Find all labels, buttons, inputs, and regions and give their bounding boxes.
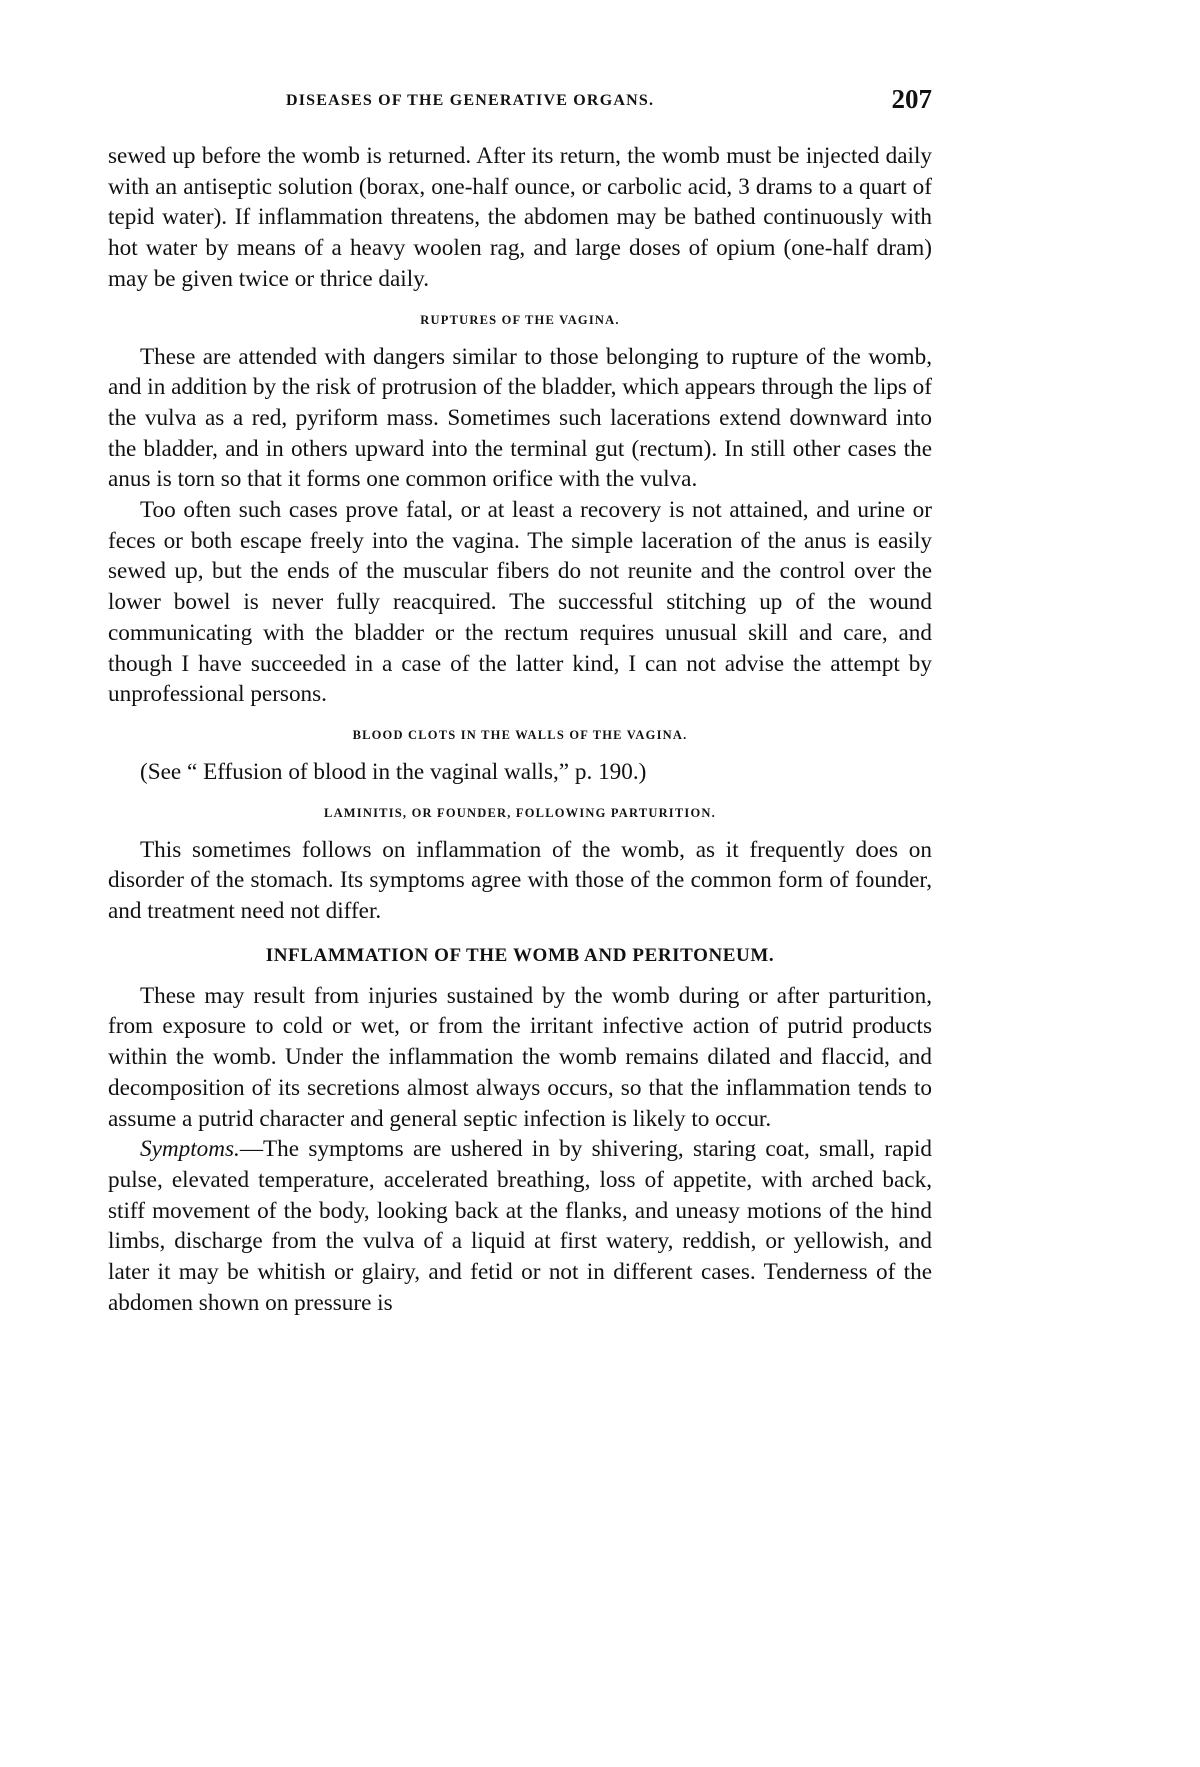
intro-paragraph: sewed up before the womb is returned. After its return, the womb must be injected daily with an antiseptic solution (borax, one-half ounce, or carbolic acid, 3 drams to a quart of tepid water). If inflammation threatens, the abdomen may be bathed continuously with hot water by means of a heavy woolen rag, and large doses of opium (one-half dram) may be given twice or thrice daily. <box>108 143 932 292</box>
section-heading-blood-clots: BLOOD CLOTS IN THE WALLS OF THE VAGINA. <box>352 727 688 742</box>
paragraph: Too often such cases prove fatal, or at least a recovery is not attained, and urine or feces or both escape freely into the vagina. The simple laceration of the anus is easily sewed up, but the ends of the muscular fibers do not reunite and the control over the lower bowel is never fully reacquired. The successful stitching up of the wound communicating with the bladder or the rectum requires unusual skill and care, and though I have succeeded in a case of the latter kind, I can not advise the attempt by unprofessional persons. <box>108 497 932 708</box>
cross-reference-note: (See “ Effusion of blood in the vaginal walls,” p. 190.) <box>140 758 647 785</box>
paragraph: These are attended with dangers similar to those belonging to rupture of the womb, and in addition by the risk of protrusion of the bladder, which appears through the lips of the vulva as a red, pyriform mass. Sometimes such lacerations extend downward into the bladder, and in others upward into the terminal gut (rectum). In still other cases the anus is torn so that it forms one common orifice with the vulva. <box>108 343 932 493</box>
paragraph: This sometimes follows on inflammation of the womb, as it frequently does on disorder of the stomach. Its symptoms agree with those of the common form of founder, and treatment need not differ. <box>108 836 932 925</box>
symptoms-paragraph <box>108 1134 932 1318</box>
section-heading-inflammation: INFLAMMATION OF THE WOMB AND PERITONEUM. <box>265 944 775 966</box>
running-head <box>108 84 932 118</box>
section-heading-ruptures: RUPTURES OF THE VAGINA. <box>420 312 620 327</box>
symptoms-label: Symptoms. <box>140 1136 240 1163</box>
running-title: DISEASES OF THE GENERATIVE ORGANS. <box>286 92 655 109</box>
symptoms-text: —The symptoms are ushered in by shivering, staring coat, small, rapid pulse, elevated temperature, accelerated breathing, loss of appetite, with arched back, stiff movement of the body, looking back at the flanks, and uneasy motions of the hind limbs, discharge from the vulva of a liquid at first watery, reddish, or yellowish, and later it may be whitish or glairy, and fetid or not in different cases. Tenderness of the abdomen shown on pressure is <box>108 1136 932 1316</box>
page-number: 207 <box>891 84 932 114</box>
page-body <box>108 141 932 1319</box>
section-heading-laminitis: LAMINITIS, OR FOUNDER, FOLLOWING PARTURITION. <box>324 805 716 820</box>
paragraph: These may result from injuries sustained by the womb during or after parturition, from exposure to cold or wet, or from the irritant infective action of putrid products within the womb. Under the inflammation the womb remains dilated and flaccid, and decomposition of its secretions almost always occurs, so that the inflammation tends to assume a putrid character and general septic infection is likely to occur. <box>108 982 932 1132</box>
